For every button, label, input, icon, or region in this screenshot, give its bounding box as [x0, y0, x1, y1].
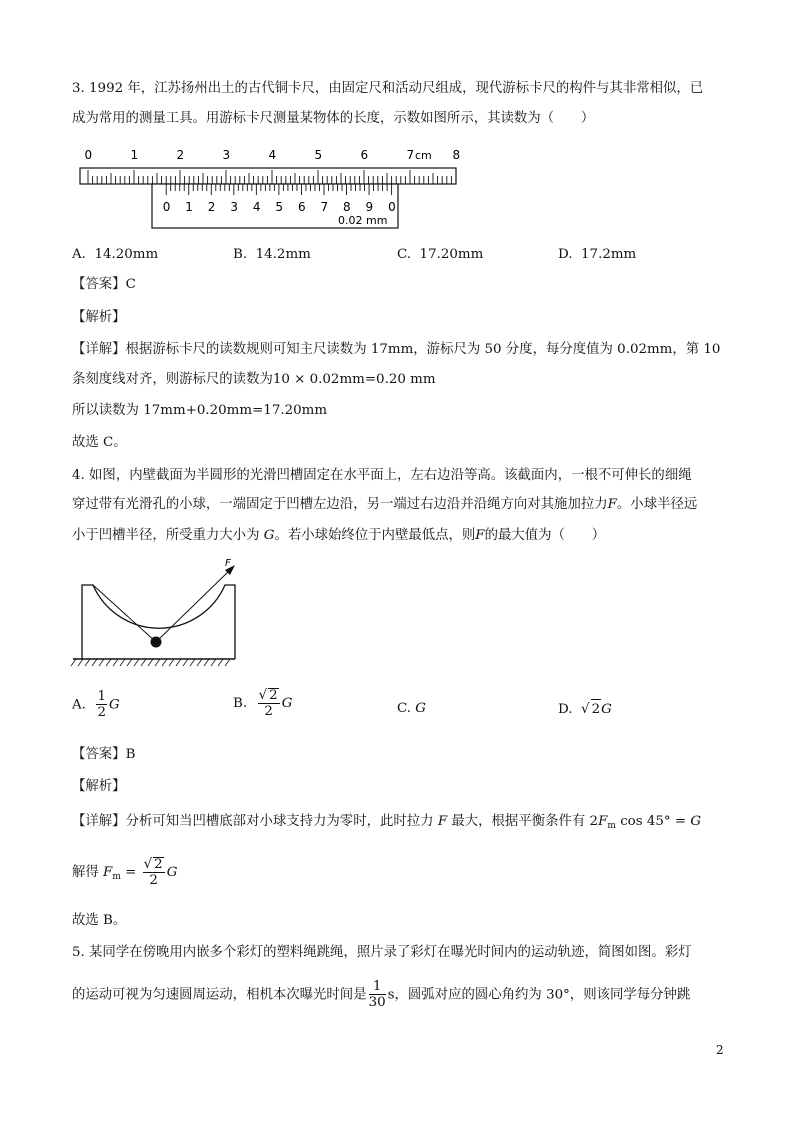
q3-option-a-letter: A. — [72, 247, 86, 262]
ground-hatch-line — [134, 659, 139, 666]
ground-hatch-line — [120, 659, 125, 666]
q4-detail-var: F — [437, 814, 448, 829]
q4-option-b-letter: B. — [233, 695, 248, 711]
main-scale-label: 6 — [360, 148, 369, 162]
q4-solve-fraction — [143, 857, 165, 888]
vernier-scale-label: 0 — [162, 200, 171, 214]
q3-answer-tag: 【答案】 — [72, 277, 126, 292]
q4-stem-line2 — [72, 496, 697, 514]
ground-hatch-line — [99, 659, 104, 666]
vernier-scale-label: 6 — [297, 200, 306, 214]
q4-option-d-var: G — [601, 702, 612, 717]
ground-hatch-line — [225, 659, 230, 666]
q3-answer-value: C — [125, 277, 136, 292]
q4-detail-line — [72, 813, 701, 835]
q4-eq-rhs: G — [690, 814, 702, 829]
ground-hatch-line — [71, 659, 76, 666]
q3-detail-line2: 条刻度线对齐，则游标尺的读数为10 × 0.02mm=0.20 mm — [72, 372, 436, 387]
q4-answer-tag: 【答案】 — [72, 747, 126, 762]
q4-var-f: F — [607, 497, 617, 512]
q3-detail-tag: 【详解】 — [72, 342, 126, 357]
q4-solve-var: G — [166, 864, 178, 880]
q4-solve-num: √ 2 — [143, 857, 163, 872]
q4-conclusion: 故选 B。 — [72, 913, 127, 928]
main-scale-label: 1 — [130, 148, 139, 162]
ground-hatch-line — [176, 659, 181, 666]
vernier-scale-label: 1 — [185, 200, 193, 214]
q4-option-a-num: 1 — [97, 689, 106, 704]
q4-option-a-den: 2 — [97, 705, 106, 721]
vernier-scale-label: 2 — [207, 200, 216, 214]
q3-option-b-text: 14.2mm — [255, 247, 311, 262]
q3-option-b[interactable] — [233, 245, 311, 265]
q4-stem-line3 — [72, 527, 605, 545]
q4-detail-tag: 【详解】 — [72, 814, 126, 829]
q4-solve-den: 2 — [149, 873, 158, 889]
q4-detail-text: 分析可知当凹槽底部对小球支持力为零时，此时拉力 — [125, 814, 434, 829]
q3-stem-line1: 3. 1992 年，江苏扬州出土的古代铜卡尺，由固定尺和活动尺组成，现代游标卡尺的构件与其非常相似，已 — [72, 81, 704, 96]
q4-var-g: G — [263, 528, 275, 543]
ground-hatch-line — [92, 659, 97, 666]
vernier-caliper-figure — [76, 146, 466, 232]
vernier-scale-label: 9 — [365, 200, 374, 214]
q4-option-a[interactable] — [72, 690, 120, 720]
q4-option-b-radicand: 2 — [269, 688, 278, 703]
ground-hatch-line — [148, 659, 153, 666]
q4-solve-line — [72, 857, 177, 888]
q4-solve-sym: F — [103, 864, 113, 880]
q4-eq-sub: m — [607, 821, 616, 831]
ground-hatch-line — [218, 659, 223, 666]
q5-stem-line1: 5. 某同学在傍晚用内嵌多个彩灯的塑料绳跳绳，照片录了彩灯在曝光时间内的运动轨迹，简图如图。彩灯 — [72, 945, 692, 960]
main-scale-label: 8 — [452, 148, 461, 162]
main-scale-label: 5 — [314, 148, 323, 162]
main-scale-label: 0 — [84, 148, 93, 162]
vernier-scale-label: 5 — [275, 200, 284, 214]
q3-option-c[interactable] — [397, 245, 483, 265]
q4-eq-rest: cos 45° = — [620, 814, 691, 829]
ground-hatch-line — [162, 659, 167, 666]
vernier-scale-label: 0 — [388, 200, 396, 214]
q4-option-c-letter: C. — [397, 701, 412, 716]
q4-solve-text: 解得 — [72, 864, 99, 880]
q3-stem-line2: 成为常用的测量工具。用游标卡尺测量某物体的长度，示数如图所示，其读数为（ ） — [72, 111, 595, 126]
q4-option-c-var: G — [415, 701, 426, 716]
q5-stem-line2-a: 的运动可视为匀速圆周运动，相机本次曝光时间是 — [72, 987, 367, 1003]
q5-stem-line2 — [72, 980, 690, 1010]
q3-option-c-letter: C. — [397, 247, 412, 262]
force-label: F — [225, 558, 231, 569]
ground-hatch-line — [127, 659, 132, 666]
q4-var-f2: F — [475, 528, 485, 543]
vernier-scale-label: 7 — [320, 200, 329, 214]
q4-stem-line2-a: 穿过带有光滑孔的小球，一端固定于凹槽左边沿，另一端过右边沿并沿绳方向对其施加拉力 — [72, 497, 608, 512]
q4-option-c[interactable] — [397, 699, 426, 719]
q3-option-d[interactable] — [558, 245, 636, 265]
q5-unit: s — [387, 987, 395, 1003]
q5-stem-line2-b: ，圆弧对应的圆心角约为 30°，则该同学每分钟跳 — [394, 987, 691, 1003]
q4-option-b-fraction — [258, 688, 280, 719]
main-scale-label: 2 — [176, 148, 185, 162]
q4-option-d-radicand: 2 — [591, 699, 602, 720]
q3-option-d-text: 17.2mm — [581, 247, 637, 262]
vernier-scale-label: 4 — [252, 200, 261, 214]
ground-hatch-line — [106, 659, 111, 666]
q3-conclusion: 故选 C。 — [72, 435, 127, 450]
groove-figure — [70, 556, 240, 671]
ball — [151, 637, 162, 648]
q4-solve-sub: m — [112, 871, 121, 882]
q5-frac-den: 30 — [368, 995, 386, 1011]
ground-hatch-line — [78, 659, 83, 666]
main-scale-label: 7 — [406, 148, 415, 162]
q5-frac-num: 1 — [369, 980, 386, 995]
q3-option-a[interactable] — [72, 245, 158, 265]
q4-option-b-den: 2 — [264, 704, 273, 720]
ground-hatch-line — [190, 659, 195, 666]
q4-option-a-fraction — [96, 690, 107, 720]
ground-hatch-line — [155, 659, 160, 666]
q3-analysis-tag: 【解析】 — [72, 310, 126, 325]
ground-hatch-line — [141, 659, 146, 666]
q5-exposure-fraction — [369, 980, 386, 1010]
q4-equation — [590, 814, 702, 829]
main-scale-unit: cm — [415, 149, 432, 162]
q4-detail-text2: 最大，根据平衡条件有 — [451, 814, 586, 829]
q4-option-d-letter: D. — [558, 702, 573, 717]
q4-answer-value: B — [125, 747, 136, 762]
q3-detail-line3: 所以读数为 17mm+0.20mm=17.20mm — [72, 403, 328, 418]
q4-option-a-var: G — [108, 697, 120, 713]
q4-stem-line1: 4. 如图，内壁截面为半圆形的光滑凹槽固定在水平面上，左右边沿等高。该截面内，一根不可伸长的细绳 — [72, 468, 692, 483]
ground-hatch-line — [211, 659, 216, 666]
q4-solve-eq: = — [120, 864, 141, 880]
q3-option-b-letter: B. — [233, 247, 248, 262]
q4-option-b-num: √ 2 — [258, 688, 278, 703]
q4-solve-radicand: 2 — [154, 857, 163, 872]
ground-hatch-line — [113, 659, 118, 666]
q4-eq-sym: F — [598, 814, 608, 829]
q4-analysis-tag: 【解析】 — [72, 779, 126, 794]
q4-option-d[interactable] — [558, 699, 612, 720]
ground-hatch-line — [169, 659, 174, 666]
q4-option-d-sqrt: √ 2 — [581, 702, 601, 717]
q3-option-a-text: 14.20mm — [94, 247, 159, 262]
q4-option-b[interactable] — [233, 688, 292, 719]
q3-detail-line1 — [72, 341, 720, 359]
q4-option-b-var: G — [281, 695, 293, 711]
vernier-precision-label: 0.02 mm — [338, 214, 388, 227]
q4-stem-line2-b: 。小球半径远 — [616, 497, 698, 512]
vernier-scale-label: 3 — [230, 200, 238, 214]
ground-hatch-line — [85, 659, 90, 666]
q3-answer — [72, 276, 136, 294]
q3-option-d-letter: D. — [558, 247, 573, 262]
q4-stem-line3-a: 小于凹槽半径，所受重力大小为 — [72, 528, 260, 543]
main-scale-label: 4 — [268, 148, 277, 162]
vernier-scale-label: 8 — [343, 200, 351, 214]
ground-hatch-line — [204, 659, 209, 666]
ground-hatch-line — [183, 659, 188, 666]
q3-option-c-text: 17.20mm — [419, 247, 484, 262]
main-scale-label: 3 — [222, 148, 231, 162]
page-number: 2 — [716, 1043, 724, 1057]
q3-detail-text1: 根据游标卡尺的读数规则可知主尺读数为 17mm，游标尺为 50 分度，每分度值为 0.02mm，第 10 — [125, 342, 721, 357]
q4-answer — [72, 746, 135, 764]
q4-stem-line3-b: 。若小球始终位于内壁最低点，则 — [274, 528, 476, 543]
ground-hatch-line — [197, 659, 202, 666]
q4-stem-line3-c: 的最大值为（ ） — [484, 528, 606, 543]
q4-eq-coef: 2 — [589, 814, 599, 829]
q4-option-a-letter: A. — [72, 697, 86, 713]
